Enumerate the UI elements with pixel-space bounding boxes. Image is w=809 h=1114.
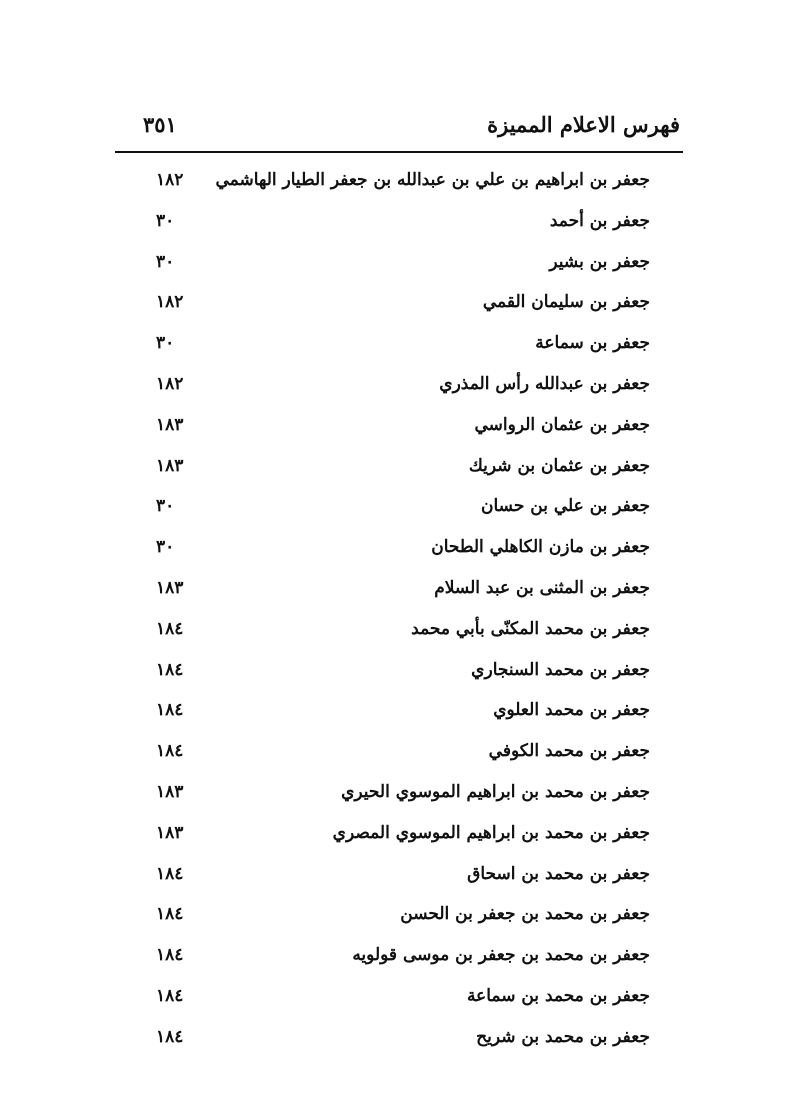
entry-page-number: ١٨٤: [156, 618, 184, 639]
index-entry: [150, 535, 650, 576]
entry-page-number: ١٨٣: [156, 455, 184, 476]
entry-page-number: ٣٠: [156, 210, 175, 231]
index-list: [150, 168, 650, 1066]
index-entry: [150, 821, 650, 862]
index-entry: [150, 413, 650, 454]
index-entry: [150, 290, 650, 331]
entry-name: جعفر بن ابراهيم بن علي بن عبدالله بن جعفر الطيار الهاشمي: [215, 170, 650, 190]
index-entry: [150, 576, 650, 617]
entry-name: جعفر بن محمد بن ابراهيم الموسوي المصري: [332, 822, 650, 843]
entry-name: جعفر بن عثمان الرواسي: [474, 414, 650, 435]
index-entry: [150, 372, 650, 413]
index-entry: [150, 698, 650, 739]
entry-page-number: ١٨٤: [156, 904, 184, 925]
index-entry: [150, 984, 650, 1025]
entry-page-number: ١٨٤: [156, 659, 184, 680]
entry-page-number: ١٨٣: [156, 781, 184, 802]
entry-name: جعفر بن محمد السنجاري: [471, 659, 650, 680]
entry-name: جعفر بن مازن الكاهلي الطحان: [431, 537, 650, 558]
entry-page-number: ١٨٣: [156, 414, 184, 435]
index-entry: [150, 862, 650, 903]
index-entry: [150, 780, 650, 821]
entry-name: جعفر بن محمد بن شريح: [476, 1026, 650, 1047]
entry-page-number: ١٨٤: [156, 945, 184, 966]
entry-name: جعفر بن علي بن حسان: [481, 496, 650, 517]
index-entry: [150, 454, 650, 495]
entry-page-number: ٣٠: [156, 537, 175, 558]
entry-page-number: ١٨٢: [156, 170, 184, 190]
index-entry: [150, 168, 650, 209]
index-entry: [150, 902, 650, 943]
entry-name: جعفر بن محمد بن جعفر بن الحسن: [400, 904, 650, 925]
entry-name: جعفر بن محمد بن سماعة: [466, 985, 650, 1006]
index-entry: [150, 494, 650, 535]
entry-name: جعفر بن المثنى بن عبد السلام: [434, 577, 650, 598]
entry-name: جعفر بن محمد بن ابراهيم الموسوي الحيري: [341, 781, 650, 802]
entry-name: جعفر بن أحمد: [549, 210, 650, 231]
entry-page-number: ١٨٣: [156, 577, 184, 598]
entry-page-number: ١٨٢: [156, 373, 184, 394]
index-entry: [150, 209, 650, 250]
entry-page-number: ٣٠: [156, 333, 175, 354]
header-rule: [115, 151, 683, 153]
index-entry: [150, 1025, 650, 1066]
page-number: ٣٥١: [143, 112, 177, 137]
entry-name: جعفر بن عثمان بن شريك: [468, 455, 650, 476]
entry-page-number: ١٨٤: [156, 985, 184, 1006]
index-entry: [150, 943, 650, 984]
entry-name: جعفر بن محمد بن جعفر بن موسى قولويه: [352, 945, 650, 966]
entry-name: جعفر بن عبدالله رأس المذري: [439, 373, 650, 394]
entry-page-number: ١٨٤: [156, 863, 184, 884]
entry-name: جعفر بن بشير: [549, 251, 650, 272]
page-title: فهرس الاعلام المميزة: [487, 112, 680, 137]
entry-page-number: ١٨٣: [156, 822, 184, 843]
index-entry: [150, 617, 650, 658]
entry-name: جعفر بن سليمان القمي: [482, 292, 650, 313]
entry-page-number: ١٨٤: [156, 700, 184, 721]
entry-name: جعفر بن سماعة: [535, 333, 650, 354]
index-entry: [150, 250, 650, 291]
running-header: [115, 112, 680, 148]
entry-page-number: ٣٠: [156, 251, 175, 272]
entry-name: جعفر بن محمد العلوي: [493, 700, 650, 721]
entry-name: جعفر بن محمد بن اسحاق: [467, 863, 650, 884]
index-entry: [150, 658, 650, 699]
index-entry: [150, 331, 650, 372]
entry-name: جعفر بن محمد المكنّى بأبي محمد: [411, 618, 650, 639]
entry-name: جعفر بن محمد الكوفي: [488, 741, 650, 762]
index-entry: [150, 739, 650, 780]
entry-page-number: ٣٠: [156, 496, 175, 517]
entry-page-number: ١٨٢: [156, 292, 184, 313]
entry-page-number: ١٨٤: [156, 1026, 184, 1047]
entry-page-number: ١٨٤: [156, 741, 184, 762]
